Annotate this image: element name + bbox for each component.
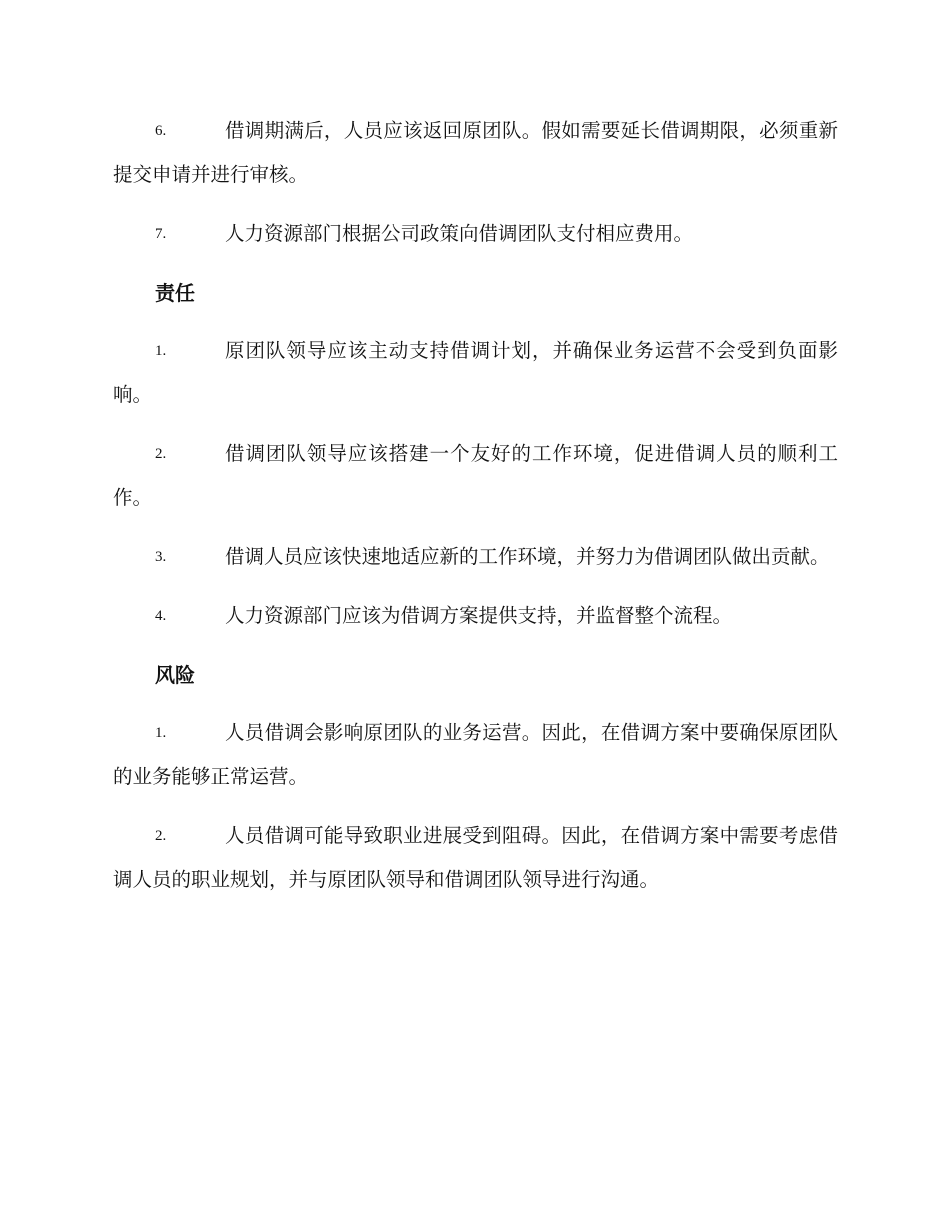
list-number: 6.: [155, 123, 167, 139]
list-number: 2.: [155, 446, 167, 462]
list-text: 人力资源部门应该为借调方案提供支持，并监督整个流程。: [225, 604, 733, 627]
list-number: 1.: [155, 343, 167, 359]
list-item: [113, 329, 838, 417]
list-item: [113, 109, 838, 197]
list-text: 人员借调可能导致职业进展受到阻碍。因此，在借调方案中需要考虑借调人员的职业规划，并与原团队领导和借调团队领导进行沟通。: [113, 824, 838, 891]
list-text: 人力资源部门根据公司政策向借调团队支付相应费用。: [225, 222, 694, 245]
section-heading-responsibility: 责任: [155, 281, 195, 305]
list-item: [113, 535, 838, 579]
list-number: 3.: [155, 549, 167, 565]
list-text: 人员借调会影响原团队的业务运营。因此，在借调方案中要确保原团队的业务能够正常运营。: [113, 721, 838, 788]
list-text: 借调人员应该快速地适应新的工作环境，并努力为借调团队做出贡献。: [225, 545, 830, 568]
list-item: [113, 711, 838, 799]
list-text: 借调期满后，人员应该返回原团队。假如需要延长借调期限，必须重新提交申请并进行审核。: [113, 119, 838, 186]
list-text: 借调团队领导应该搭建一个友好的工作环境，促进借调人员的顺利工作。: [113, 442, 838, 509]
list-item: [113, 594, 838, 638]
list-item: [113, 814, 838, 902]
list-number: 7.: [155, 226, 167, 242]
list-number: 2.: [155, 828, 167, 844]
list-item: [113, 212, 838, 256]
list-number: 1.: [155, 725, 167, 741]
section-heading-risk: 风险: [155, 663, 195, 687]
list-number: 4.: [155, 608, 167, 624]
list-item: [113, 432, 838, 520]
list-text: 原团队领导应该主动支持借调计划，并确保业务运营不会受到负面影响。: [113, 339, 838, 406]
